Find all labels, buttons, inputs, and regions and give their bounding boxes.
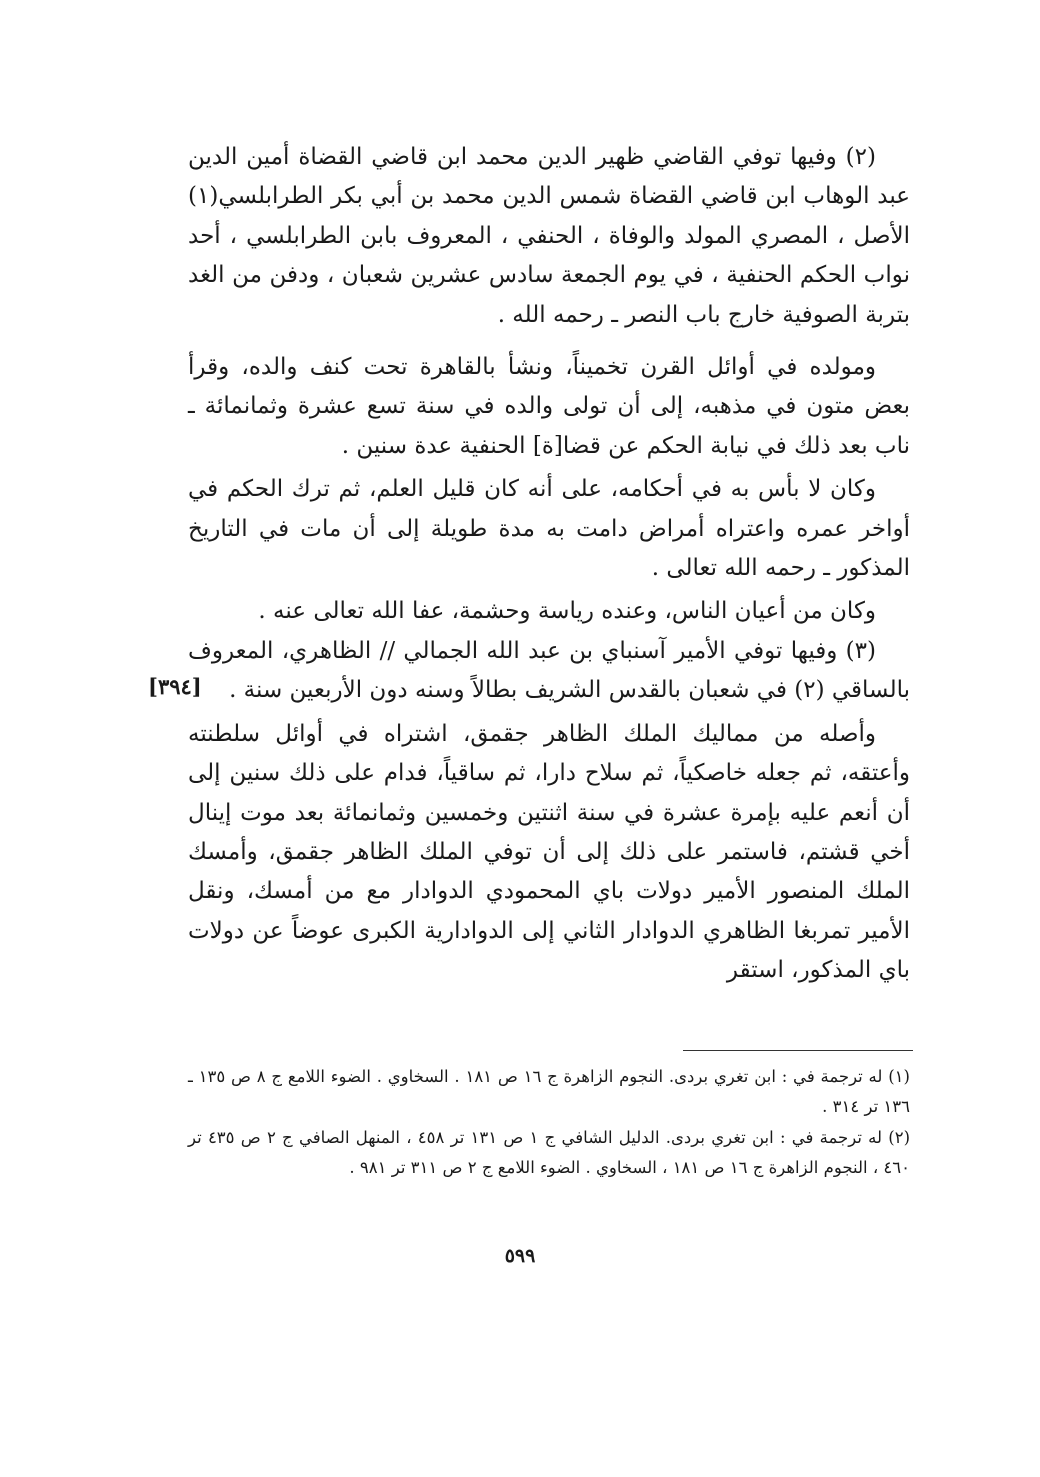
footnote-1: (١) له ترجمة في : ابن تغري بردى. النجوم الزاهرة ج ١٦ ص ١٨١ . السخاوي . الضوء اللامع ج ٨ ص ١٣٥ ـ ١٣٦ تر ٣١٤ . [188, 1067, 910, 1116]
main-text-block [188, 138, 910, 991]
margin-page-marker: [٣٩٤] [148, 674, 202, 699]
paragraph-obituary-asanbay: (٣) وفيها توفي الأمير آسنباي بن عبد الله الجمالي // الظاهري، المعروف بالساقي (٢) في شعبان بالقدس الشريف بطالاً وسنه دون الأربعين سنة . [188, 637, 910, 704]
footnotes-block [188, 1062, 910, 1184]
footnote-2: (٢) له ترجمة في : ابن تغري بردى. الدليل الشافي ج ١ ص ١٣١ تر ٤٥٨ ، المنهل الصافي ج ٢ ص ٤٣٥ تر ٤٦٠ ، النجوم الزاهرة ج ١٦ ص ١٨١ ، السخاوي . الضوء اللامع ج ٢ ص ٣١١ تر ٩٨١ . [188, 1128, 910, 1177]
paragraph-judgments: وكان لا بأس به في أحكامه، على أنه كان قليل العلم، ثم ترك الحكم في أواخر عمره واعتراه أمراض دامت به مدة طويلة إلى أن مات في التاريخ المذكور ـ رحمه الله تعالى . [188, 476, 910, 582]
page-number: ٥٩٩ [504, 1245, 536, 1267]
paragraph-notables: وكان من أعيان الناس، وعنده رياسة وحشمة، عفا الله تعالى عنه . [258, 598, 876, 625]
footnote-separator [683, 1050, 913, 1051]
paragraph-birth-and-career: ومولده في أوائل القرن تخميناً، ونشأ بالقاهرة تحت كنف والده، وقرأ بعض متون في مذهبه، إلى أن تولى والده في سنة تسع عشرة وثمانمائة ـ ناب بعد ذلك في نيابة الحكم عن قضا[ة] الحنفية عدة سنين . [188, 354, 910, 459]
paragraph-obituary-zahir-al-din: (٢) وفيها توفي القاضي ظهير الدين محمد ابن قاضي القضاة أمين الدين عبد الوهاب ابن قاضي القضاة شمس الدين محمد بن أبي بكر الطرابلسي(١) الأصل ، المصري المولد والوفاة ، الحنفي ، المعروف بابن الطرابلسي ، أحد نواب الحكم الحنفية ، في يوم الجمعة سادس عشرين شعبان ، ودفن من الغد بتربة الصوفية خارج باب النصر ـ رحمه الله . [188, 144, 910, 328]
paragraph-origin-mamluk: وأصله من مماليك الملك الظاهر جقمق، اشتراه في أوائل سلطنته وأعتقه، ثم جعله خاصكياً، ثم سلاح دارا، ثم ساقياً، فدام على ذلك سنين إلى أن أنعم عليه بإمرة عشرة في سنة اثنتين وخمسين وثمانمائة بعد موت إينال أخي قشتم، فاستمر على ذلك إلى أن توفي الملك الظاهر جقمق، وأمسك الملك المنصور الأمير دولات باي المحمودي الدوادار مع من أمسك، ونقل الأمير تمربغا الظاهري الدوادار الثاني إلى الدوادارية الكبرى عوضاً عن دولات باي المذكور، استقر [188, 720, 910, 984]
